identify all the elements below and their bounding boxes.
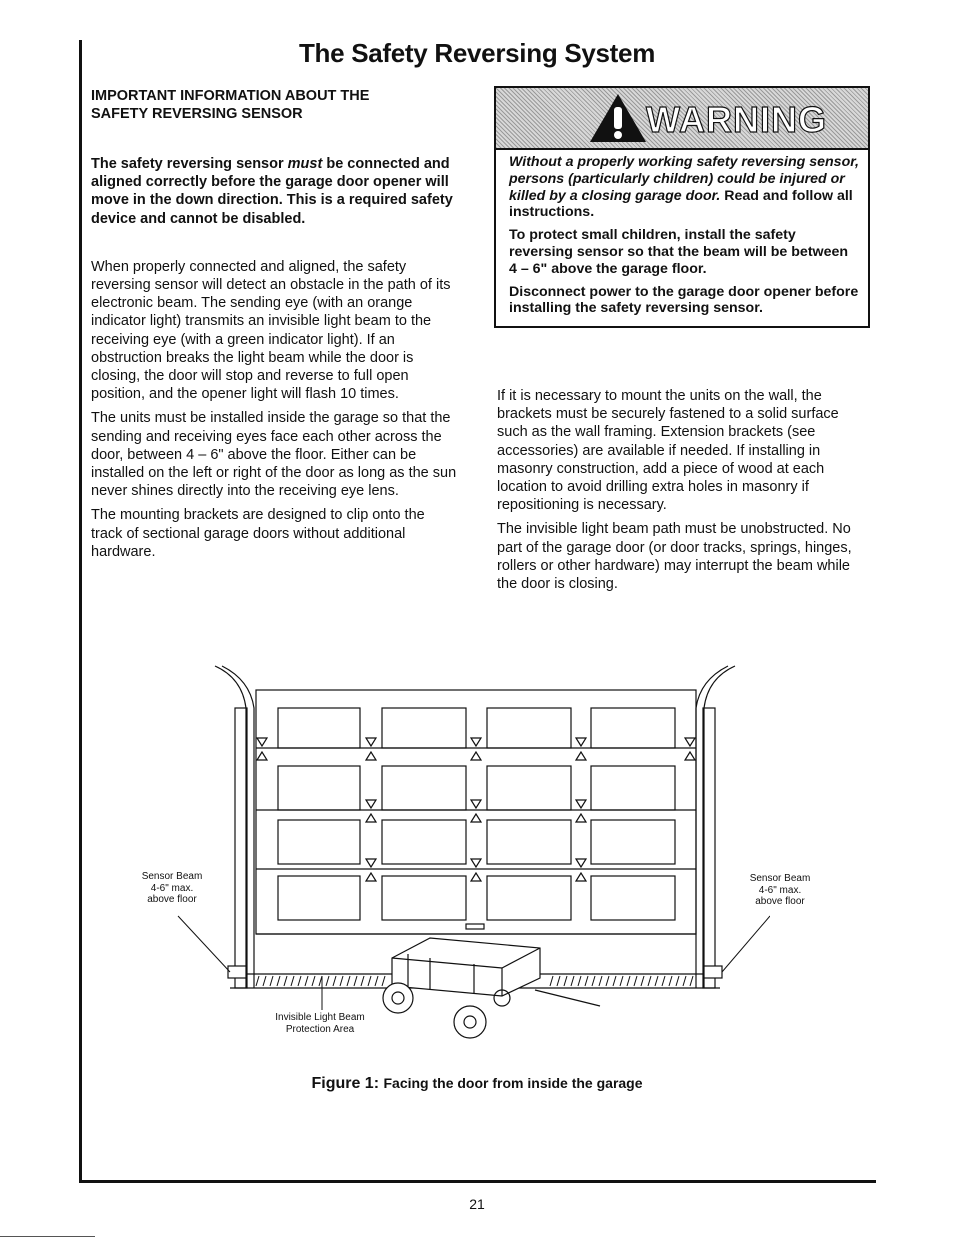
right-paragraph-2: The invisible light beam path must be unobstructed. No part of the garage door (or door tracks, springs, hinges, rollers or other hardware) may interrupt the beam while the door is closing.	[497, 521, 852, 593]
beam-hatch-mark	[333, 976, 336, 986]
beam-hatch-mark	[683, 976, 686, 986]
right-paragraph-1: If it is necessary to mount the units on the wall, the brackets must be securely fastened to a solid surface such as the wall framing. Extension brackets (see accessories) are available if needed. If installing in masonry construction, add a piece of wood at each location to avoid drilling extra holes in masonry if repositioning is necessary.	[497, 388, 839, 514]
beam-hatch-mark	[690, 976, 693, 986]
beam-hatch-mark	[326, 976, 329, 986]
beam-hatch-mark	[592, 976, 595, 986]
beam-hatch-mark	[571, 976, 574, 986]
garage-door-figure	[130, 658, 770, 1058]
beam-label	[266, 1012, 374, 1035]
figure-caption	[0, 1075, 954, 1093]
left-margin-rule	[79, 40, 82, 1183]
beam-hatch-mark	[634, 976, 637, 986]
beam-hatch-mark	[676, 976, 679, 986]
beam-hatch-mark	[382, 976, 385, 986]
beam-label-line-1: Invisible Light Beam	[275, 1012, 365, 1023]
beam-hatch-mark	[263, 976, 266, 986]
beam-label-line-2: Protection Area	[285, 1023, 355, 1035]
paragraph-2: The units must be installed inside the garage so that the sending and receiving eyes face each other across the door, between 4 – 6" above the floor. Either can be installed on the left or right of the door as long as the sun never shines directly into the receiving eye lens.	[91, 410, 457, 500]
left-label-line-1: Sensor Beam	[141, 871, 203, 882]
beam-hatch-mark	[606, 976, 609, 986]
warning-para-2: To protect small children, install the safety reversing sensor so that the beam will be between 4 – 6" above the garage floor.	[509, 227, 849, 277]
beam-hatch-mark	[627, 976, 630, 986]
beam-hatch-mark	[613, 976, 616, 986]
beam-hatch-mark	[648, 976, 651, 986]
warning-triangle-icon	[588, 92, 648, 144]
page-number: 21	[469, 1196, 485, 1212]
heading-line-2: SAFETY REVERSING SENSOR	[91, 106, 303, 122]
paragraph-1: When properly connected and aligned, the safety reversing sensor will detect an obstacle in the path of its electronic beam. The sending eye (with an orange indicator light) transmits an invisible light beam to the receiving eye (with a green indicator light). If an obstruction breaks the light beam while the door is closing, the door will stop and reverse to full open position, and the opener light will flash 10 times.	[91, 258, 451, 403]
beam-hatch-mark	[550, 976, 553, 986]
left-column	[91, 87, 459, 567]
paragraph-3: The mounting brackets are designed to clip onto the track of sectional garage doors without additional hardware.	[91, 507, 425, 560]
beam-hatch-mark	[655, 976, 658, 986]
heading-line-1: IMPORTANT INFORMATION ABOUT THE	[91, 88, 370, 104]
beam-hatch-mark	[585, 976, 588, 986]
right-sensor-label	[740, 873, 820, 908]
warning-para-3: Disconnect power to the garage door opener before installing the safety reversing sensor.	[509, 283, 859, 317]
beam-hatch-mark	[641, 976, 644, 986]
beam-hatch-mark	[312, 976, 315, 986]
beam-hatch-mark	[256, 976, 259, 986]
intro-post: be connected and aligned correctly before the garage door opener will move in the down direction. This is a required safety device and cannot be disabled.	[91, 156, 453, 227]
beam-hatch-mark	[662, 976, 665, 986]
bold-intro	[91, 155, 459, 228]
beam-hatch-mark	[375, 976, 378, 986]
warning-text	[509, 154, 859, 323]
warning-banner	[496, 88, 868, 150]
page-title: The Safety Reversing System	[298, 38, 656, 68]
beam-hatch-mark	[368, 976, 371, 986]
beam-hatch-mark	[620, 976, 623, 986]
right-label-line-1: Sensor Beam	[749, 873, 811, 884]
beam-hatch-mark	[340, 976, 343, 986]
left-sensor-label	[132, 871, 212, 906]
right-label-line-2: 4-6" max.	[758, 884, 802, 896]
beam-hatch-mark	[361, 976, 364, 986]
caption-text: Facing the door from inside the garage	[383, 1075, 643, 1091]
footer-line	[0, 1236, 95, 1237]
caption-figure-number: Figure 1:	[311, 1075, 380, 1092]
beam-hatch-mark	[298, 976, 301, 986]
beam-hatch-mark	[270, 976, 273, 986]
beam-hatch-mark	[347, 976, 350, 986]
beam-hatch-mark	[599, 976, 602, 986]
warning-word: WARNING	[646, 99, 827, 140]
warning-read: Read and follow all instructions.	[509, 187, 853, 221]
left-label-line-2: 4-6" max.	[150, 882, 194, 894]
right-column	[497, 387, 871, 599]
beam-hatch-mark	[277, 976, 280, 986]
beam-hatch-mark	[354, 976, 357, 986]
warning-box	[494, 86, 870, 328]
beam-hatch-mark	[305, 976, 308, 986]
warning-para-1	[509, 154, 859, 221]
beam-hatch-mark	[669, 976, 672, 986]
beam-hatch-mark	[578, 976, 581, 986]
beam-hatch-mark	[291, 976, 294, 986]
beam-hatch-mark	[564, 976, 567, 986]
bottom-rule	[79, 1180, 876, 1183]
beam-hatch-mark	[557, 976, 560, 986]
section-heading	[91, 87, 459, 123]
intro-pre: The safety reversing sensor	[91, 156, 288, 172]
left-label-line-3: above floor	[147, 894, 197, 905]
intro-must: must	[287, 156, 323, 172]
warning-italic: Without a properly working safety reversing sensor, persons (particularly children) could be injured or killed by a closing garage door.	[509, 154, 859, 204]
beam-hatch-mark	[284, 976, 287, 986]
right-label-line-3: above floor	[755, 896, 805, 907]
